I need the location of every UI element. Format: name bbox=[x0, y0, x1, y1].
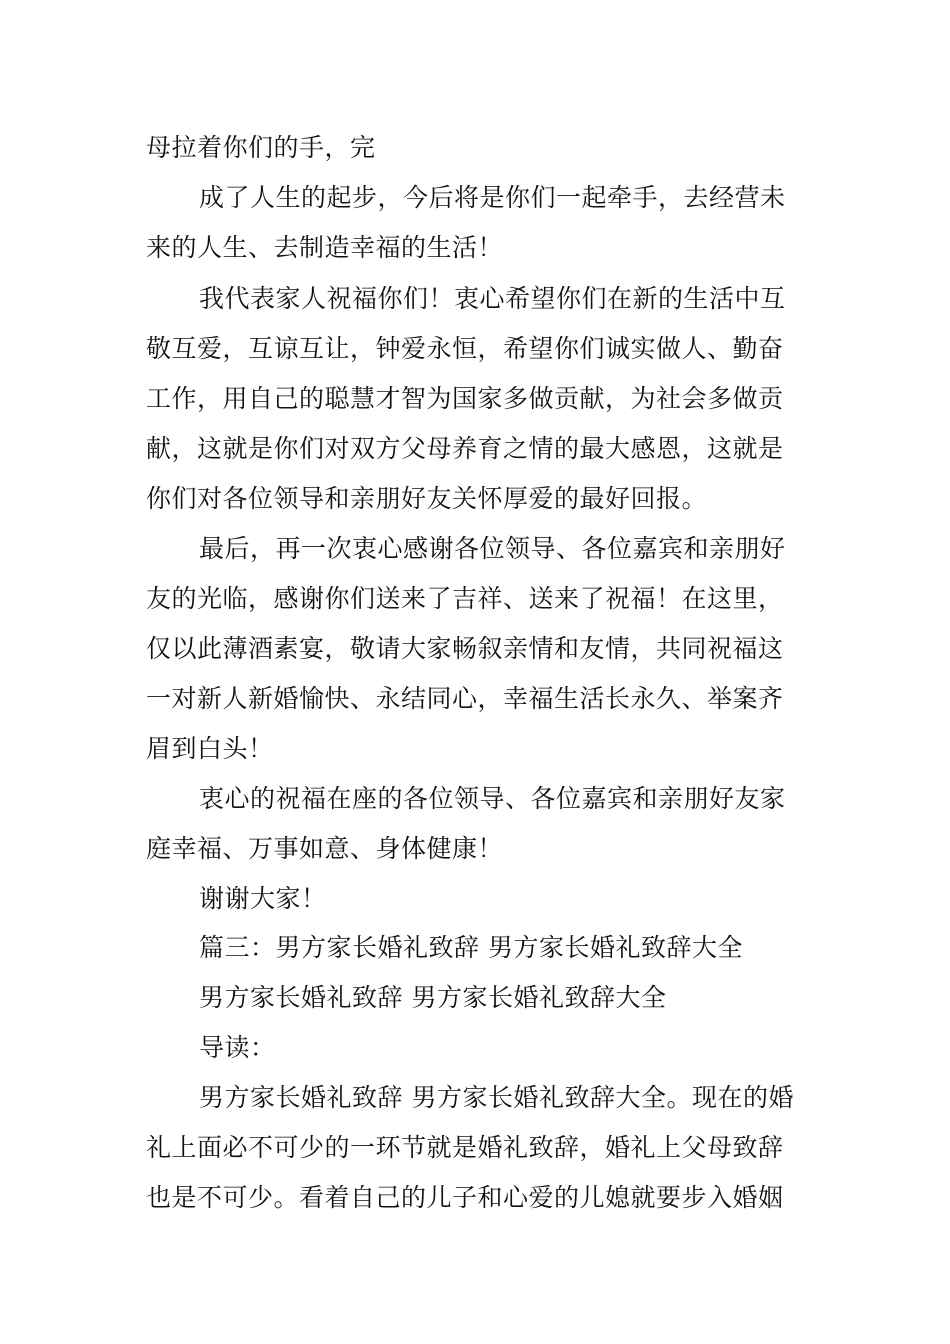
text-line: 我代表家人祝福你们！衷心希望你们在新的生活中互 bbox=[199, 284, 786, 313]
text-line: 一对新人新婚愉快、永结同心，幸福生活长永久、举案齐 bbox=[146, 684, 784, 713]
text-line: 工作，用自己的聪慧才智为国家多做贡献，为社会多做贡 bbox=[146, 384, 784, 413]
text-line: 敬互爱，互谅互让，钟爱永恒，希望你们诚实做人、勤奋 bbox=[146, 334, 784, 363]
text-line: 友的光临，感谢你们送来了吉祥、送来了祝福！在这里， bbox=[146, 584, 784, 613]
text-line: 最后，再一次衷心感谢各位领导、各位嘉宾和亲朋好 bbox=[199, 534, 786, 563]
text-line: 男方家长婚礼致辞 男方家长婚礼致辞大全。现在的婚 bbox=[199, 1083, 794, 1112]
text-line: 庭幸福、万事如意、身体健康！ bbox=[146, 834, 504, 863]
text-line: 眉到白头！ bbox=[146, 734, 274, 763]
text-line: 导读： bbox=[199, 1033, 276, 1062]
text-line: 来的人生、去制造幸福的生活！ bbox=[146, 233, 504, 262]
text-line: 献，这就是你们对双方父母养育之情的最大感恩，这就是 bbox=[146, 434, 784, 463]
text-line: 谢谢大家！ bbox=[199, 884, 327, 913]
section-heading: 篇三：男方家长婚礼致辞 男方家长婚礼致辞大全 bbox=[199, 933, 743, 962]
text-line: 母拉着你们的手，完 bbox=[146, 133, 376, 162]
text-line: 你们对各位领导和亲朋好友关怀厚爱的最好回报。 bbox=[146, 484, 708, 513]
text-line: 礼上面必不可少的一环节就是婚礼致辞，婚礼上父母致辞 bbox=[146, 1133, 784, 1162]
text-line: 成了人生的起步，今后将是你们一起牵手，去经营未 bbox=[199, 183, 786, 212]
article-title: 男方家长婚礼致辞 男方家长婚礼致辞大全 bbox=[199, 983, 667, 1012]
text-line: 也是不可少。看着自己的儿子和心爱的儿媳就要步入婚姻 bbox=[146, 1183, 784, 1212]
text-line: 衷心的祝福在座的各位领导、各位嘉宾和亲朋好友家 bbox=[199, 784, 786, 813]
text-line: 仅以此薄酒素宴，敬请大家畅叙亲情和友情，共同祝福这 bbox=[146, 634, 784, 663]
